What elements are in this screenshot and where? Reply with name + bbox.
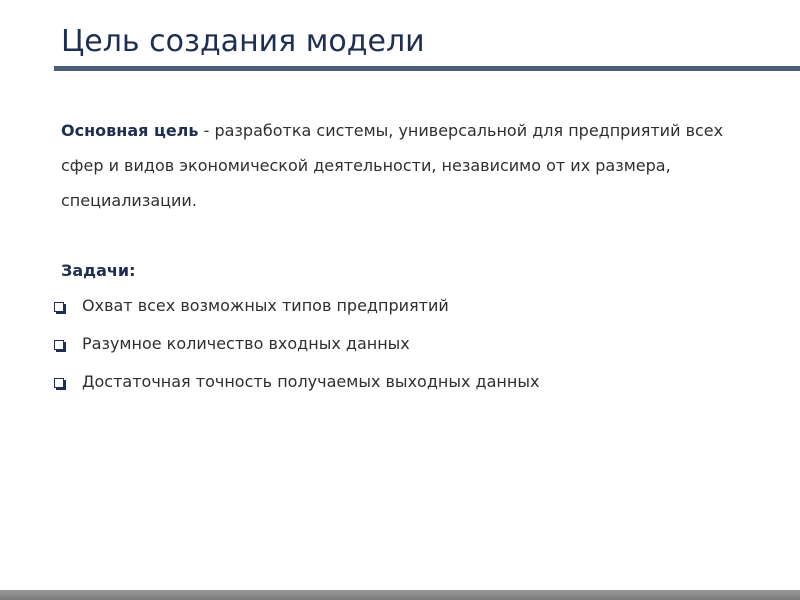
task-text: Достаточная точность получаемых выходных данных bbox=[82, 372, 540, 391]
checkbox-icon bbox=[54, 378, 64, 388]
checkbox-icon bbox=[54, 340, 64, 350]
goal-label: Основная цель bbox=[61, 121, 199, 140]
task-item bbox=[54, 294, 539, 332]
footer-bar bbox=[0, 590, 800, 600]
goal-paragraph bbox=[61, 113, 761, 218]
slide-title: Цель создания модели bbox=[61, 24, 425, 59]
task-list bbox=[54, 294, 539, 408]
goal-text: разработка системы, универсальной для предприятий всех сфер и видов экономической деятельности, независимо от их размера, специализации. bbox=[61, 121, 724, 210]
checkbox-icon bbox=[54, 302, 64, 312]
tasks-heading: Задачи: bbox=[61, 261, 136, 280]
task-text: Охват всех возможных типов предприятий bbox=[82, 296, 449, 315]
task-text: Разумное количество входных данных bbox=[82, 334, 410, 353]
goal-separator: - bbox=[198, 121, 215, 140]
task-item bbox=[54, 370, 539, 408]
task-item bbox=[54, 332, 539, 370]
title-divider bbox=[54, 66, 800, 71]
